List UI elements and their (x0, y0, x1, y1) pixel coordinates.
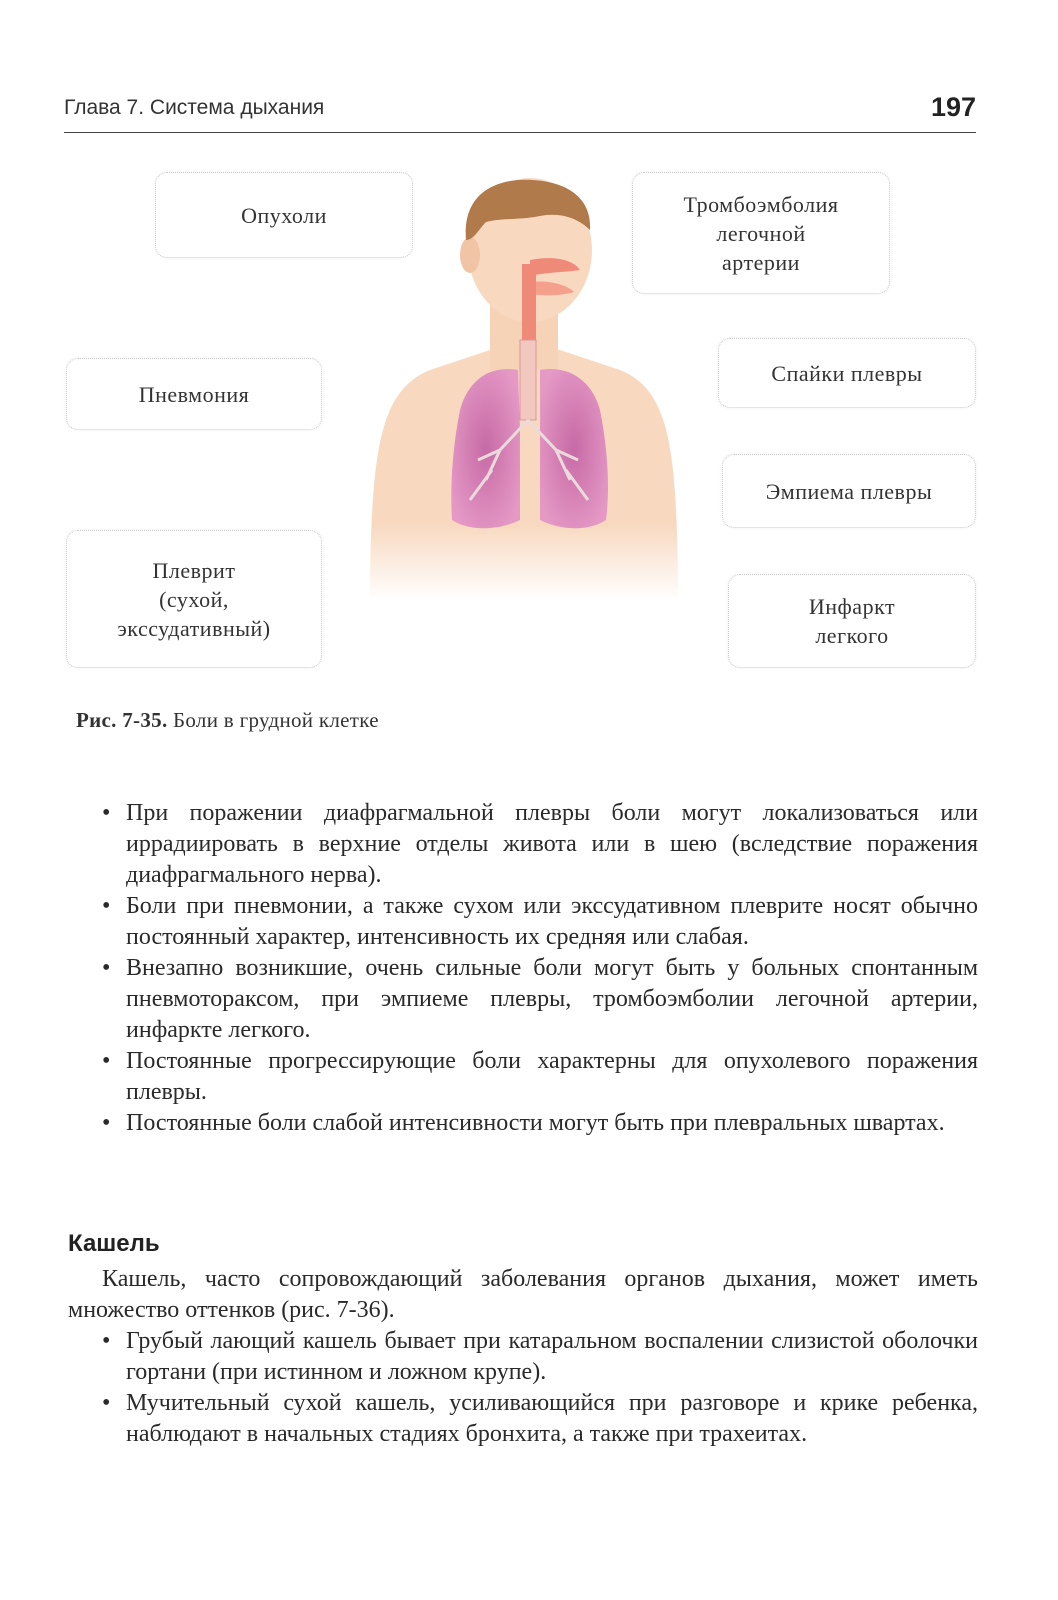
list-item: • Грубый лающий кашель бывает при катаральном воспалении слизистой оболочки гортани (при истинном и ложном крупе). (100, 1326, 978, 1388)
list-item: • Постоянные прогрессирующие боли характерны для опухолевого поражения плевры. (100, 1046, 978, 1108)
pain-bullet-list (100, 798, 978, 1139)
caption-prefix: Рис. 7-35. (76, 708, 168, 732)
trachea (520, 340, 536, 420)
list-item: • Внезапно возникшие, очень сильные боли могут быть у больных спонтанным пневмотораксом, при эмпиеме плевры, тромбоэмболии легочной артерии, инфаркте легкого. (100, 953, 978, 1046)
label-pleural-empyema: Эмпиема плевры (722, 454, 976, 528)
figure-caption (76, 708, 379, 733)
ear (460, 237, 480, 273)
label-lung-infarct: Инфаркт легкого (728, 574, 976, 668)
list-item: • Постоянные боли слабой интенсивности могут быть при плевральных швартах. (100, 1108, 978, 1139)
label-pulmonary-embolism: Тромбоэмболия легочной артерии (632, 172, 890, 294)
list-item: • Боли при пневмонии, а также сухом или экссудативном плеврите носят обычно постоянный характер, интенсивность их средняя или слабая. (100, 891, 978, 953)
figure-chest-pain (0, 160, 1058, 700)
page-header (64, 92, 976, 133)
cough-bullet-list (100, 1326, 978, 1450)
caption-text: Боли в грудной клетке (167, 708, 379, 732)
list-item: • Мучительный сухой кашель, усиливающийся при разговоре и крике ребенка, наблюдают в начальных стадиях бронхита, а также при трахеитах. (100, 1388, 978, 1450)
label-pleural-adhesions: Спайки плевры (718, 338, 976, 408)
list-item: • При поражении диафрагмальной плевры боли могут локализоваться или иррадиировать в верхние отделы живота или в шею (вследствие поражения диафрагмального нерва). (100, 798, 978, 891)
page-number: 197 (930, 92, 976, 122)
section-heading: Кашель (68, 1230, 160, 1257)
label-tumors: Опухоли (155, 172, 413, 258)
pharynx (522, 264, 536, 340)
chapter-title: Глава 7. Система дыхания (64, 96, 325, 119)
label-pleurisy: Плеврит (сухой, экссудативный) (66, 530, 322, 668)
label-pneumonia: Пневмония (66, 358, 322, 430)
section-intro: Кашель, часто сопровождающий заболевания органов дыхания, может иметь множество оттенков (рис. 7-36). (68, 1266, 978, 1323)
